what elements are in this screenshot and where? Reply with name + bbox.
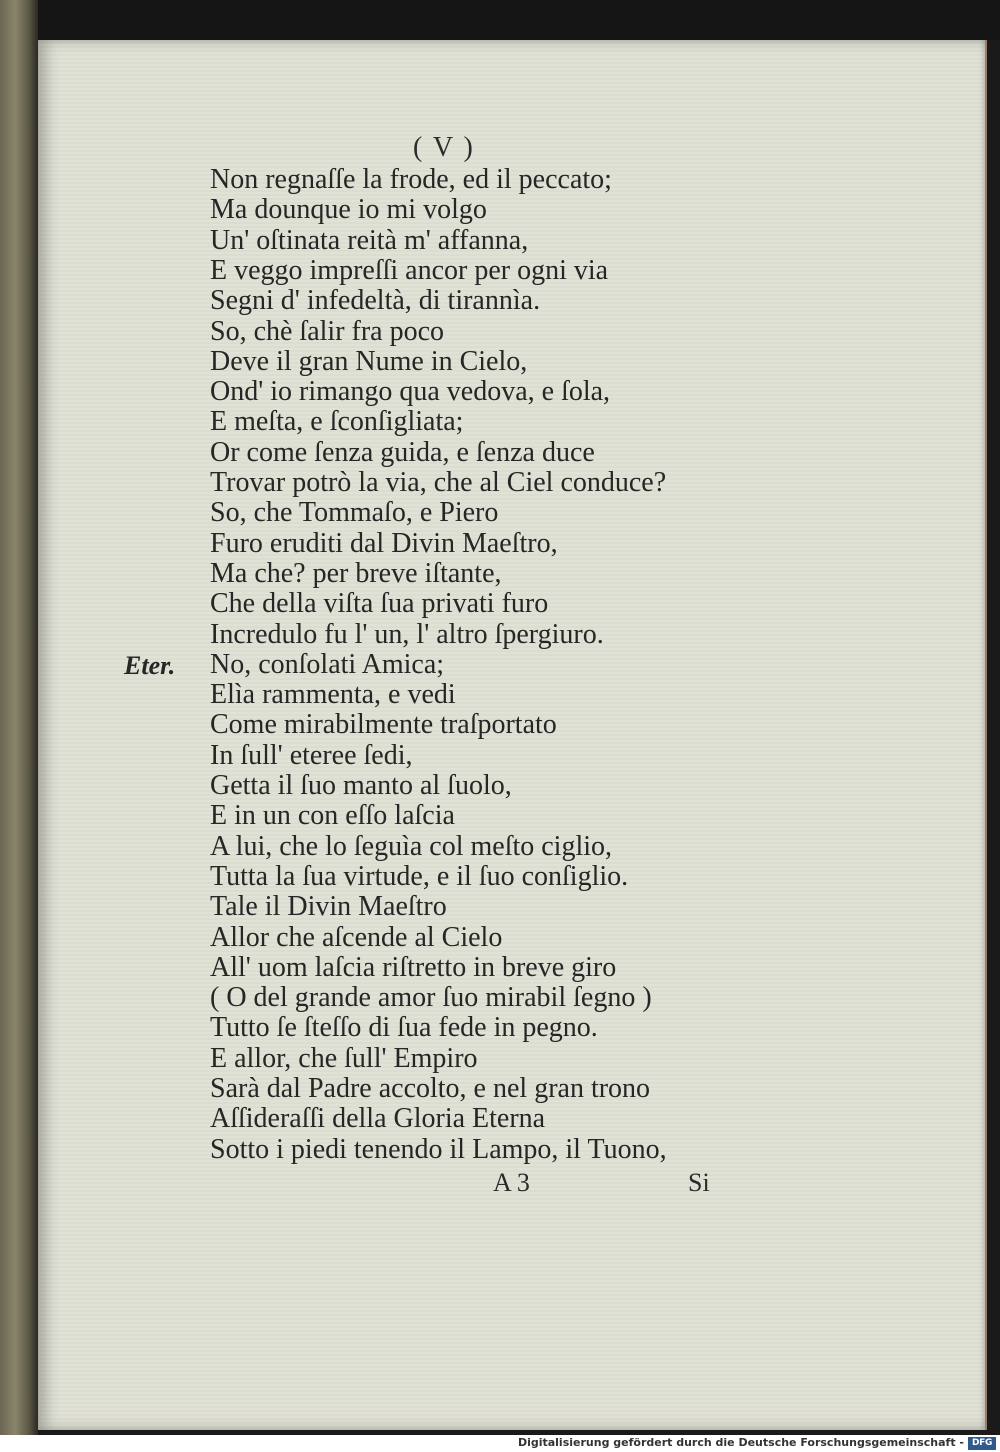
verse-line: E veggo impreſſi ancor per ogni via bbox=[210, 254, 609, 286]
verse-line: A lui, che lo ſeguìa col meſto ciglio, bbox=[210, 830, 613, 862]
verse-line: Incredulo fu l' un, l' altro ſpergiuro. bbox=[210, 618, 604, 650]
verse-line: Getta il ſuo manto al ſuolo, bbox=[210, 770, 512, 801]
page-number: ( V ) bbox=[413, 132, 475, 163]
verse-line: Furo eruditi dal Divin Maeſtro, bbox=[210, 527, 558, 559]
page-text bbox=[38, 40, 985, 1430]
verse-line: Elìa rammenta, e vedi bbox=[210, 679, 456, 711]
verse-line: Come mirabilmente traſportato bbox=[210, 709, 557, 741]
verse-line: Aſſideraſſi della Gloria Eterna bbox=[210, 1103, 546, 1135]
scan-background bbox=[38, 0, 1000, 40]
dfg-logo: DFG bbox=[968, 1437, 996, 1450]
verse-line: Un' oſtinata reità m' affanna, bbox=[210, 224, 529, 256]
funding-credit: Digitalisierung gefördert durch die Deutsche Forschungsgemeinschaft - bbox=[517, 1436, 964, 1449]
verse-line: Ma che? per breve iſtante, bbox=[210, 557, 502, 589]
verse-line: Allor che aſcende al Cielo bbox=[210, 921, 503, 953]
verse-line: All' uom laſcia riſtretto in breve giro bbox=[210, 951, 617, 983]
verse-line: So, chè ſalir fra poco bbox=[210, 315, 445, 347]
verse-line: Tutta la ſua virtude, e il ſuo conſiglio. bbox=[210, 860, 629, 892]
verse-line: No, conſolati Amica; bbox=[210, 648, 445, 680]
verse-line: Sotto i piedi tenendo il Lampo, il Tuono, bbox=[210, 1133, 667, 1165]
speaker-label: Eter. bbox=[124, 650, 176, 680]
verse-line: So, che Tommaſo, e Piero bbox=[210, 497, 499, 529]
verse-line: Deve il gran Nume in Cielo, bbox=[210, 345, 528, 377]
book-page bbox=[38, 40, 987, 1430]
footer-bar bbox=[0, 1435, 1000, 1452]
verse-line: ( O del grande amor ſuo mirabil ſegno ) bbox=[210, 982, 652, 1014]
verse-line: Ma dounque io mi volgo bbox=[210, 194, 487, 226]
verse-line: Or come ſenza guida, e ſenza duce bbox=[210, 436, 595, 468]
verse-line: Ond' io rimango qua vedova, e ſola, bbox=[210, 376, 611, 408]
verse-line: Trovar potrò la via, che al Ciel conduce? bbox=[210, 467, 667, 498]
verse-line: Non regnaſſe la frode, ed il peccato; bbox=[210, 164, 612, 195]
verse-line: E in un con eſſo laſcia bbox=[210, 800, 455, 832]
verse-line: E meſta, e ſconſigliata; bbox=[210, 406, 464, 438]
verse-line: Tutto ſe ſteſſo di ſua fede in pegno. bbox=[210, 1012, 598, 1044]
verse-line: Tale il Divin Maeſtro bbox=[210, 891, 447, 923]
verse-line: Segni d' infedeltà, di tirannìa. bbox=[210, 285, 541, 317]
book-binding bbox=[0, 0, 38, 1435]
catchword: Si bbox=[688, 1168, 710, 1197]
verse-line: Che della viſta ſua privati furo bbox=[210, 588, 549, 620]
verse-line: Sarà dal Padre accolto, e nel gran trono bbox=[210, 1073, 651, 1104]
verse-line: E allor, che ſull' Empiro bbox=[210, 1042, 478, 1074]
verse-line: In ſull' eteree ſedi, bbox=[210, 739, 413, 771]
signature-mark: A 3 bbox=[493, 1168, 530, 1197]
